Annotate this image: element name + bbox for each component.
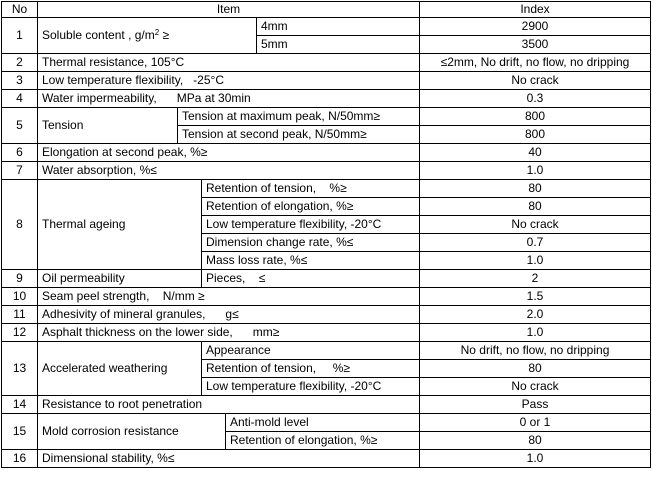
index-value: 80 (420, 360, 651, 378)
index-value: 800 (420, 126, 651, 144)
row-no: 5 (2, 108, 38, 144)
sub-item-label: Low temperature flexibility, -20°C (202, 216, 420, 234)
index-value: No drift, no flow, no dripping (420, 342, 651, 360)
row-item: Resistance to root penetration (38, 396, 420, 414)
table-row (2, 18, 651, 36)
row-no: 11 (2, 306, 38, 324)
table-header-row (2, 2, 651, 18)
table-row (2, 396, 651, 414)
row-no: 16 (2, 450, 38, 468)
row-no: 4 (2, 90, 38, 108)
index-value: 1.0 (420, 450, 651, 468)
index-value: No crack (420, 378, 651, 396)
row-no: 6 (2, 144, 38, 162)
row-item: Water absorption, %≤ (38, 162, 420, 180)
table-row (2, 450, 651, 468)
table-row (2, 306, 651, 324)
index-value: 80 (420, 198, 651, 216)
sub-item-label: Mass loss rate, %≤ (202, 252, 420, 270)
index-value: 0.3 (420, 90, 651, 108)
index-value: 1.0 (420, 252, 651, 270)
header-item: Item (38, 2, 420, 18)
row-no: 1 (2, 18, 38, 54)
row-item: Thermal ageing (38, 180, 202, 270)
row-item: Oil permeability (38, 270, 202, 288)
row-item: Asphalt thickness on the lower side, mm≥ (38, 324, 420, 342)
table-row (2, 270, 651, 288)
index-value: 80 (420, 432, 651, 450)
index-value: 3500 (420, 36, 651, 54)
index-value: 80 (420, 180, 651, 198)
sub-item-label: Anti-mold level (226, 414, 420, 432)
table-row (2, 414, 651, 432)
sub-item-label: Appearance (202, 342, 420, 360)
row-item (38, 18, 257, 54)
index-value: 2900 (420, 18, 651, 36)
table-row (2, 342, 651, 360)
index-value: ≤2mm, No drift, no flow, no dripping (420, 54, 651, 72)
sub-item-label: Retention of tension, %≥ (202, 180, 420, 198)
sub-item-label: Retention of elongation, %≥ (202, 198, 420, 216)
row-item: Seam peel strength, N/mm ≥ (38, 288, 420, 306)
row-no: 10 (2, 288, 38, 306)
row-no: 3 (2, 72, 38, 90)
table-row (2, 54, 651, 72)
table-row (2, 288, 651, 306)
table-row (2, 144, 651, 162)
sub-item-label: 5mm (257, 36, 420, 54)
row-item: Elongation at second peak, %≥ (38, 144, 420, 162)
row-no: 9 (2, 270, 38, 288)
index-value: 40 (420, 144, 651, 162)
sub-item-label: 4mm (257, 18, 420, 36)
row-item: Dimensional stability, %≤ (38, 450, 420, 468)
header-index: Index (420, 2, 651, 18)
row-no: 13 (2, 342, 38, 396)
index-value: 1.0 (420, 324, 651, 342)
index-value: 2.0 (420, 306, 651, 324)
index-value: No crack (420, 72, 651, 90)
index-value: 2 (420, 270, 651, 288)
index-value: 0.7 (420, 234, 651, 252)
row-item: Low temperature flexibility, -25°C (38, 72, 420, 90)
header-no: No (2, 2, 38, 18)
superscript: 2 (154, 28, 160, 37)
index-value: 1.0 (420, 162, 651, 180)
sub-item-label: Tension at maximum peak, N/50mm≥ (178, 108, 420, 126)
index-value: No crack (420, 216, 651, 234)
row-item: Mold corrosion resistance (38, 414, 226, 450)
specification-table (1, 1, 651, 468)
row-no: 15 (2, 414, 38, 450)
row-item-text: Soluble content , g/m (42, 28, 155, 42)
table-row (2, 108, 651, 126)
sub-item-label: Retention of elongation, %≥ (226, 432, 420, 450)
row-item: Accelerated weathering (38, 342, 202, 396)
index-value: 800 (420, 108, 651, 126)
row-item-suffix: ≥ (159, 28, 170, 42)
sub-item-label: Low temperature flexibility, -20°C (202, 378, 420, 396)
index-value: 0 or 1 (420, 414, 651, 432)
row-item: Thermal resistance, 105°C (38, 54, 420, 72)
table-row (2, 90, 651, 108)
row-no: 8 (2, 180, 38, 270)
table-row (2, 180, 651, 198)
row-no: 7 (2, 162, 38, 180)
row-no: 14 (2, 396, 38, 414)
sub-item-label: Retention of tension, %≥ (202, 360, 420, 378)
sub-item-label: Tension at second peak, N/50mm≥ (178, 126, 420, 144)
table-row (2, 162, 651, 180)
sub-item-label: Dimension change rate, %≤ (202, 234, 420, 252)
row-item: Adhesivity of mineral granules, g≤ (38, 306, 420, 324)
row-no: 2 (2, 54, 38, 72)
index-value: 1.5 (420, 288, 651, 306)
index-value: Pass (420, 396, 651, 414)
sub-item-label: Pieces, ≤ (202, 270, 420, 288)
table-row (2, 72, 651, 90)
row-no: 12 (2, 324, 38, 342)
table-row (2, 324, 651, 342)
row-item: Tension (38, 108, 178, 144)
row-item: Water impermeability, MPa at 30min (38, 90, 420, 108)
